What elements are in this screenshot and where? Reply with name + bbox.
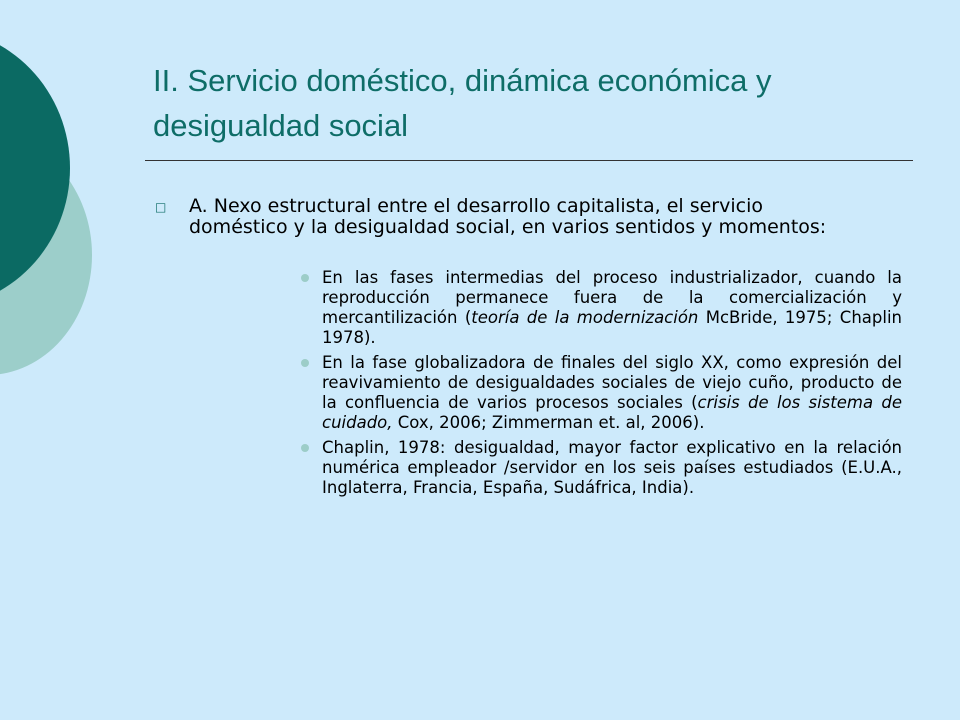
bullet-dot-icon <box>301 359 309 367</box>
italic-reference: crisis de los sistema de cuidado, <box>322 393 902 432</box>
sub-point-list <box>300 268 902 503</box>
main-point-text: A. Nexo estructural entre el desarrollo capitalista, el servicio doméstico y la desigualdad social, en varios sentidos y momentos: <box>189 195 827 238</box>
sub-point-1 <box>300 268 902 348</box>
hollow-square-icon: □ <box>155 200 167 214</box>
bullet-dot-icon <box>301 444 309 452</box>
sub-point-text: Chaplin, 1978: desigualdad, mayor factor explicativo en la relación numérica empleador /servidor en los seis países estudiados (E.U.A., Inglaterra, Francia, España, Sudáfrica, India). <box>322 438 902 497</box>
sub-point-text: En la fase globalizadora de finales del siglo XX, como expresión del reavivamiento de desigualdades sociales de viejo cuño, producto de la confluencia de varios procesos sociales (crisis de los sistema de cuidado, Cox, 2006; Zimmerman et. al, 2006). <box>322 353 902 432</box>
sub-point-2 <box>300 353 902 433</box>
sub-point-text: En las fases intermedias del proceso industrializador, cuando la reproducción permanece fuera de la comercialización y mercantilización (teoría de la modernización McBride, 1975; Chaplin 1978). <box>322 268 902 347</box>
sub-point-3 <box>300 438 902 498</box>
slide-title: II. Servicio doméstico, dinámica económica y desigualdad social <box>153 63 772 143</box>
italic-reference: teoría de la modernización <box>471 308 699 327</box>
title-divider <box>145 160 913 161</box>
bullet-dot-icon <box>301 274 309 282</box>
